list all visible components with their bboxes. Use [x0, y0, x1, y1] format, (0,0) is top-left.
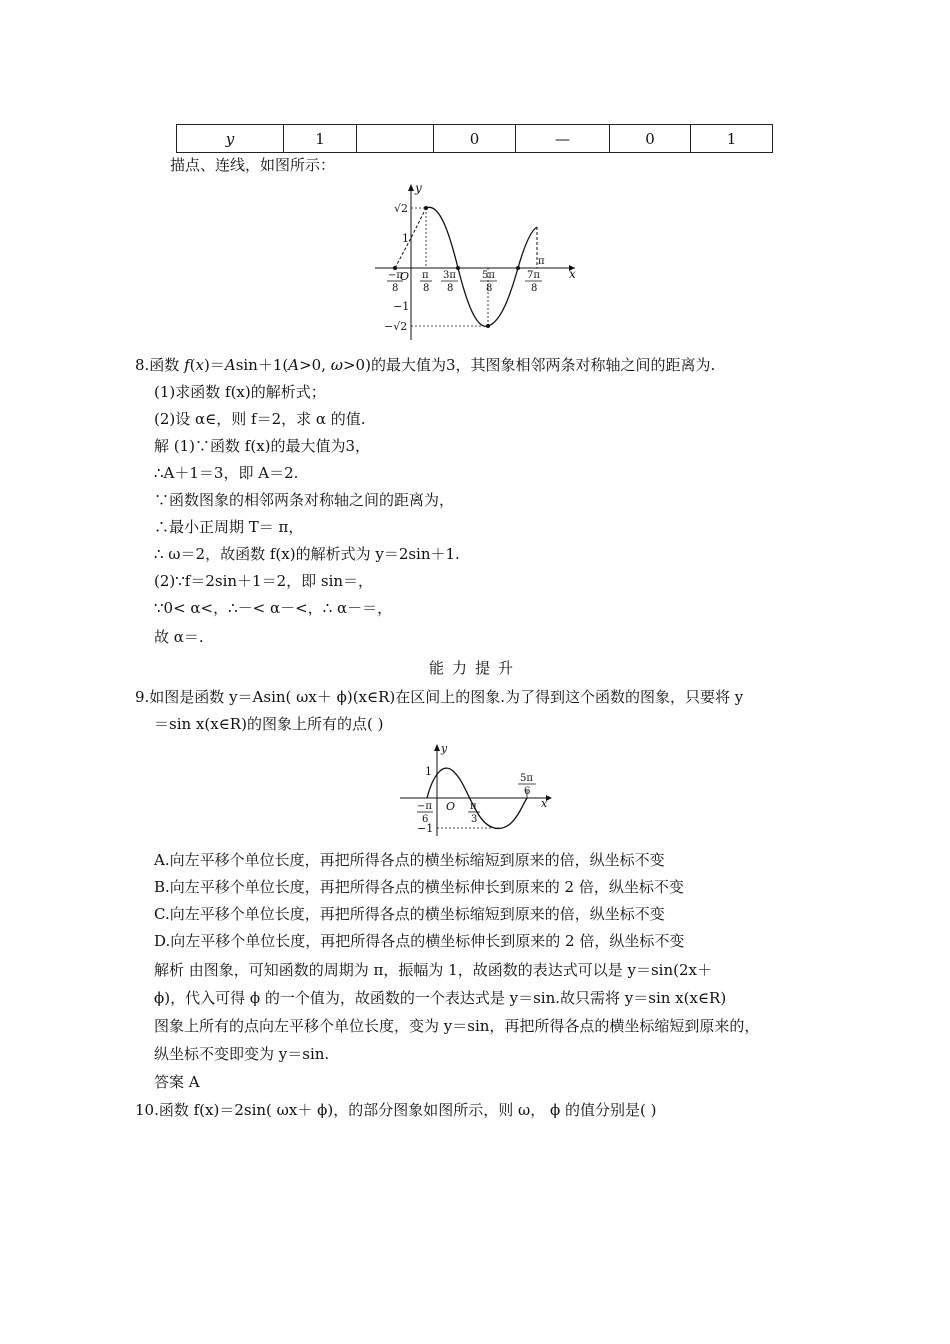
- y-tick-label: −1: [393, 300, 410, 313]
- y-tick-label: −1: [417, 822, 434, 835]
- value-table: [176, 124, 773, 153]
- sine-curve: [426, 207, 537, 326]
- table-cell: 0: [434, 125, 516, 153]
- q9-stem-line: 9.如图是函数 y＝Asin( ωx＋ ϕ)(x∈R)在区间上的图象.为了得到这个函数的图象，只要将 y: [135, 688, 744, 706]
- table-cell: 1: [284, 125, 357, 153]
- q9-option-c: C.向左平移个单位长度，再把所得各点的横坐标缩短到原来的倍，纵坐标不变: [154, 905, 665, 923]
- q8-solution-line: (2)∵f＝2sin＋1＝2，即 sin＝，: [154, 572, 374, 590]
- q8-stem-part: (: [189, 356, 196, 374]
- sine-graph-1: [370, 180, 585, 345]
- x-tick-denominator: 8: [531, 283, 538, 294]
- origin-label: O: [446, 800, 456, 813]
- q8-stem-part: >0)的最大值为3，其图象相邻两条对称轴之间的距离为.: [342, 356, 716, 374]
- q9-answer: 答案 A: [154, 1073, 200, 1091]
- q8-stem: [135, 355, 715, 375]
- y-axis-arrow: [434, 744, 440, 751]
- q8-solution-line: ∵0< α<，∴－< α－<，∴ α－＝，: [154, 599, 393, 617]
- q9-stem-line: ＝sin x(x∈R)的图象上所有的点( ): [154, 715, 384, 733]
- q8-stem-part: x: [195, 356, 204, 374]
- q8-solution-line: 故 α＝.: [154, 628, 204, 646]
- y-tick-label: 1: [425, 765, 432, 778]
- q9-option-b: B.向左平移个单位长度，再把所得各点的横坐标伸长到原来的 2 倍，纵坐标不变: [154, 878, 684, 896]
- sine-graph-2: [395, 740, 560, 840]
- x-tick-frac: [420, 270, 432, 294]
- q8-stem-part: f: [184, 356, 190, 374]
- y-tick-label: −√2: [384, 320, 408, 333]
- table-cell: 0: [610, 125, 691, 153]
- x-tick-numerator: −π: [388, 270, 403, 281]
- section-title: 能力提升: [428, 659, 521, 677]
- zero-point: [516, 266, 520, 270]
- q8-solution-line: ∴A＋1＝3，即 A＝2.: [154, 464, 299, 482]
- q10-stem: 10.函数 f(x)＝2sin( ωx＋ ϕ)，的部分图象如图所示，则 ω， ϕ 的值分别是( ): [135, 1101, 657, 1119]
- x-tick-denominator: 8: [423, 283, 430, 294]
- x-axis-label: x: [569, 267, 576, 281]
- x-tick-numerator: −π: [417, 801, 432, 812]
- x-tick-denominator: 3: [471, 814, 478, 825]
- q9-analysis-line: 图象上所有的点向左平移个单位长度，变为 y＝sin，再把所得各点的横坐标缩短到原来的，: [154, 1017, 760, 1035]
- q8-solution-line: ∵函数图象的相邻两条对称轴之间的距离为，: [154, 491, 455, 509]
- y-axis-arrow: [408, 184, 414, 191]
- y-tick-label: 1: [402, 232, 409, 245]
- x-tick-frac: [525, 270, 542, 294]
- origin-label: O: [400, 270, 410, 283]
- q8-solution-line: ∴最小正周期 T＝ π，: [154, 518, 304, 536]
- q8-solution-line: ∴ ω＝2，故函数 f(x)的解析式为 y＝2sin＋1.: [154, 545, 460, 563]
- x-tick-numerator: 3π: [443, 270, 456, 281]
- y-tick-label: √2: [394, 202, 409, 215]
- x-tick-frac: [518, 773, 536, 797]
- x-tick-denominator: 8: [447, 283, 454, 294]
- x-tick-frac: [480, 270, 497, 294]
- table-cell: y: [177, 125, 284, 153]
- x-tick-numerator: 5π: [482, 270, 495, 281]
- table-cell: —: [516, 125, 610, 153]
- x-tick-numerator: 7π: [527, 270, 540, 281]
- table-row: [177, 125, 773, 153]
- q9-analysis-line: ϕ)，代入可得 ϕ 的一个值为，故函数的一个表达式是 y＝sin.故只需将 y＝sin x(x∈R): [154, 989, 727, 1007]
- zero-point: [456, 266, 460, 270]
- intro-text: 描点、连线，如图所示：: [170, 156, 336, 174]
- q8-part2: (2)设 α∈，则 f＝2，求 α 的值.: [154, 410, 366, 428]
- x-tick-numerator: 5π: [520, 773, 533, 784]
- q8-stem-part: sin＋1(: [235, 356, 289, 374]
- q8-stem-part: >0,: [299, 356, 331, 374]
- x-tick-denominator: 8: [392, 283, 399, 294]
- q8-stem-part: A: [288, 356, 300, 374]
- q9-option-d: D.向左平移个单位长度，再把所得各点的横坐标伸长到原来的 2 倍，纵坐标不变: [154, 932, 685, 950]
- x-tick-denominator: 6: [422, 814, 429, 825]
- table-cell: [357, 125, 434, 153]
- q8-stem-part: A: [224, 356, 236, 374]
- q8-part1: (1)求函数 f(x)的解析式；: [154, 383, 326, 401]
- x-tick-denominator: 8: [486, 283, 493, 294]
- x-tick-numerator: π: [422, 270, 429, 281]
- q9-analysis-line: 纵坐标不变即变为 y＝sin.: [154, 1045, 330, 1063]
- q8-solution-line: 解 (1)∵函数 f(x)的最大值为3，: [154, 437, 371, 455]
- pi-label: π: [538, 256, 545, 267]
- x-axis-label: x: [541, 797, 548, 810]
- q8-stem-part: )＝: [203, 356, 225, 374]
- table-cell: 1: [691, 125, 773, 153]
- q9-option-a: A.向左平移个单位长度，再把所得各点的横坐标缩短到原来的倍，纵坐标不变: [154, 851, 665, 869]
- q8-stem-part: 8.函数: [135, 356, 185, 374]
- x-tick-frac: [441, 270, 458, 294]
- y-axis-label: y: [415, 181, 422, 195]
- x-tick-numerator: π: [470, 801, 477, 812]
- y-axis-label: y: [441, 742, 448, 755]
- q9-analysis-line: 解析 由图象，可知函数的周期为 π，振幅为 1，故函数的表达式可以是 y＝sin(2x＋: [154, 961, 712, 979]
- q8-stem-part: ω: [330, 356, 343, 374]
- x-tick-denominator: 6: [524, 786, 531, 797]
